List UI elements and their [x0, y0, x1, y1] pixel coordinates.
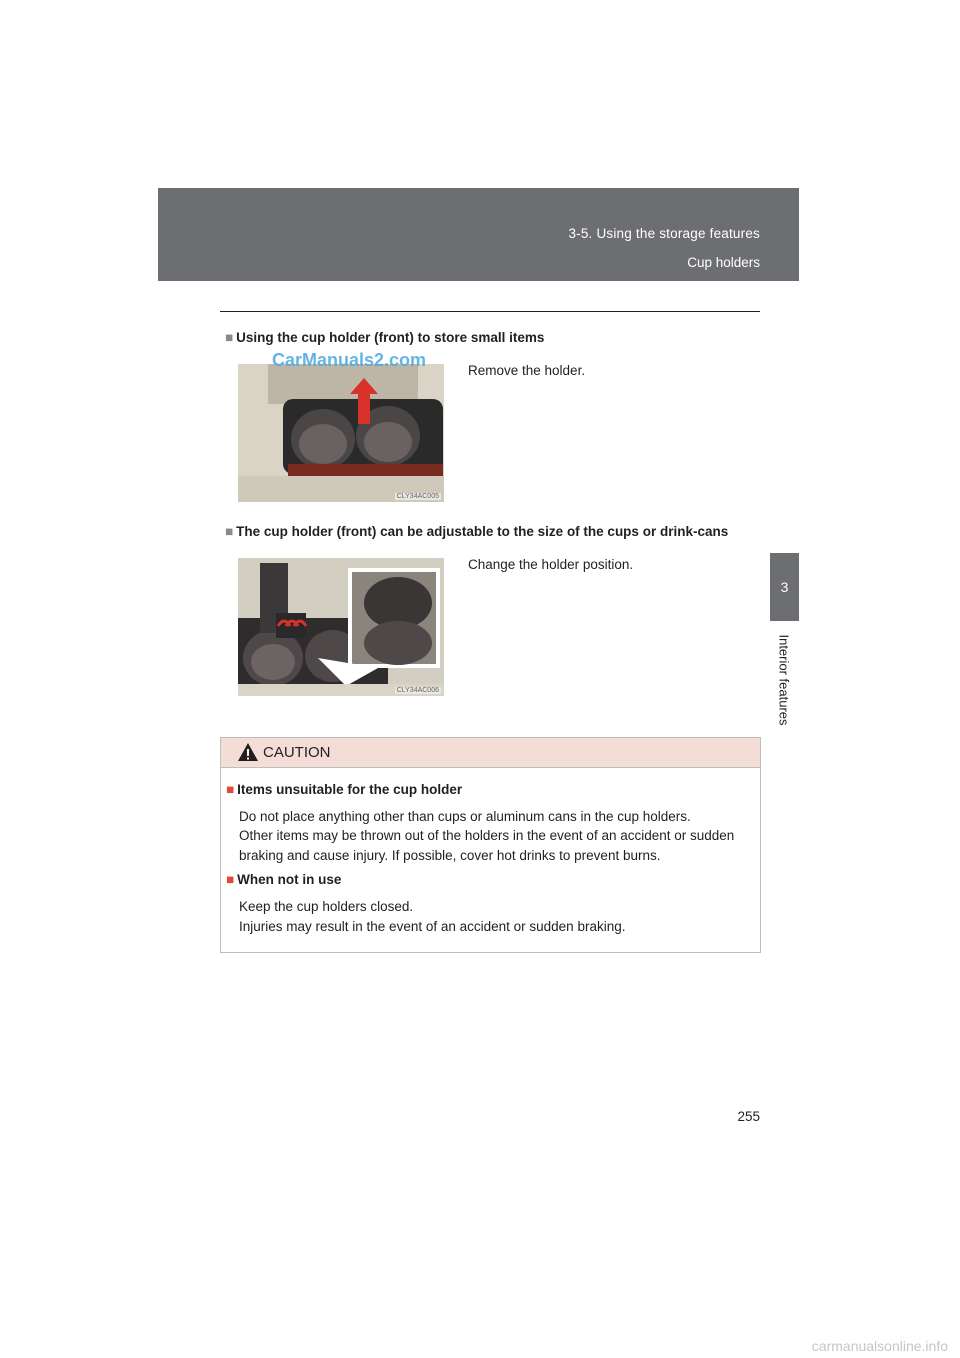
header-subsection-title: Cup holders [687, 255, 760, 270]
footer-watermark: carmanualsonline.info [811, 1338, 948, 1354]
instruction-remove-holder: Remove the holder. [468, 363, 586, 378]
image-code: CLY34AC005 [396, 493, 439, 500]
header-band [158, 188, 799, 281]
header-section-title: 3-5. Using the storage features [568, 226, 760, 241]
cup-holder-remove-photo [238, 364, 444, 502]
caution-text-line: Injuries may result in the event of an accident or sudden braking. [239, 919, 626, 934]
instruction-change-position: Change the holder position. [468, 557, 634, 572]
section-heading-store-items: ■ Using the cup holder (front) to store small items [225, 330, 545, 345]
section-heading-adjustable: ■ The cup holder (front) can be adjustable to the size of the cups or drink-cans [225, 524, 729, 539]
cup-holder-adjust-illustration [238, 558, 444, 696]
watermark-logo: CarManuals2.com [272, 350, 427, 370]
header-rule [220, 311, 760, 312]
bullet-square-icon: ■ [226, 782, 235, 797]
chapter-number: 3 [780, 579, 789, 595]
caution-title: CAUTION [263, 744, 331, 761]
page-number: 255 [737, 1109, 760, 1124]
image-code: CLY34AC006 [396, 687, 439, 694]
caution-heading-unsuitable-items: ■ Items unsuitable for the cup holder [226, 782, 463, 797]
bullet-square-icon: ■ [225, 330, 234, 345]
caution-text-line: Other items may be thrown out of the holders in the event of an accident or sudden [239, 828, 735, 843]
caution-heading-not-in-use: ■ When not in use [226, 872, 342, 887]
cup-holder-adjust-photo [238, 558, 444, 696]
caution-text-line: braking and cause injury. If possible, cover hot drinks to prevent burns. [239, 848, 661, 863]
warning-triangle-icon [237, 742, 259, 762]
caution-text-line: Keep the cup holders closed. [239, 899, 414, 914]
chapter-tab [770, 553, 799, 621]
bullet-square-icon: ■ [226, 872, 235, 887]
cup-holder-remove-illustration [238, 364, 444, 502]
bullet-square-icon: ■ [225, 524, 234, 539]
chapter-label: Interior features [776, 634, 792, 726]
caution-box [220, 737, 761, 953]
caution-text-line: Do not place anything other than cups or aluminum cans in the cup holders. [239, 809, 691, 824]
caution-header [221, 738, 760, 768]
